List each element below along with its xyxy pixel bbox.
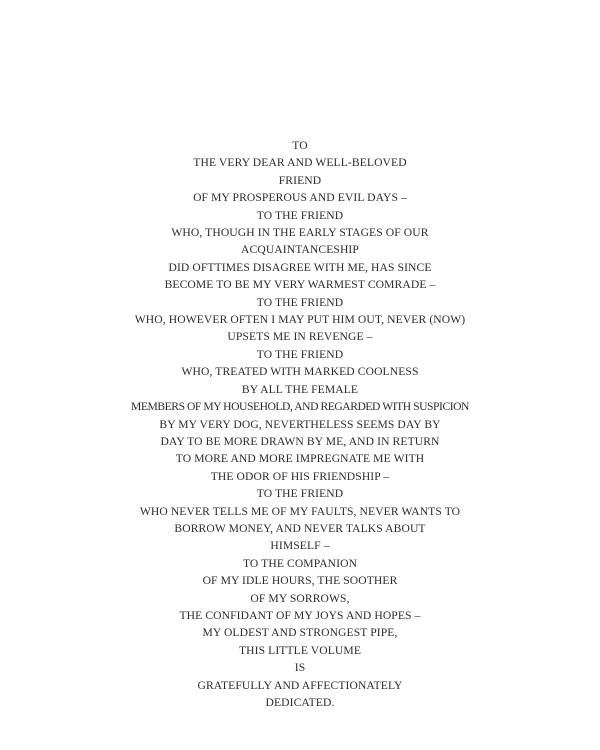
dedication-line: ACQUAINTANCESHIP <box>241 243 359 257</box>
dedication-line: TO <box>292 139 308 152</box>
dedication-line: OF MY SORROWS, <box>250 591 350 605</box>
dedication-line: BY ALL THE FEMALE <box>241 382 359 396</box>
dedication-line: DID OFTTIMES DISAGREE WITH ME, HAS SINCE <box>168 260 432 274</box>
dedication-line: BECOME TO BE MY VERY WARMEST COMRADE – <box>164 278 436 292</box>
dedication-line: MEMBERS OF MY HOUSEHOLD, AND REGARDED WITH SUSPICION <box>131 400 469 414</box>
dedication-line: TO THE FRIEND <box>256 487 344 501</box>
dedication-line: TO THE COMPANION <box>242 556 358 570</box>
dedication-line: TO THE FRIEND <box>256 208 344 222</box>
dedication-line: WHO, HOWEVER OFTEN I MAY PUT HIM OUT, NEVER (NOW) <box>134 313 466 327</box>
dedication-line: TO THE FRIEND <box>256 295 344 309</box>
dedication-line: FRIEND <box>278 173 322 187</box>
dedication-line: THIS LITTLE VOLUME <box>238 643 361 657</box>
dedication-line: WHO, TREATED WITH MARKED COOLNESS <box>181 365 419 379</box>
dedication-line: HIMSELF – <box>270 539 330 553</box>
dedication-line: GRATEFULLY AND AFFECTIONATELY <box>197 678 403 692</box>
dedication-line: WHO NEVER TELLS ME OF MY FAULTS, NEVER WANTS TO <box>139 504 461 518</box>
dedication-line: MY OLDEST AND STRONGEST PIPE, <box>202 626 398 640</box>
dedication-line: TO THE FRIEND <box>256 347 344 361</box>
dedication-line: THE VERY DEAR AND WELL-BELOVED <box>193 156 407 170</box>
dedication-line: OF MY IDLE HOURS, THE SOOTHER <box>202 574 398 588</box>
dedication-line: DAY TO BE MORE DRAWN BY ME, AND IN RETURN <box>160 434 440 448</box>
dedication-text <box>0 137 600 711</box>
dedication-line: UPSETS ME IN REVENGE – <box>227 330 373 344</box>
dedication-line: BORROW MONEY, AND NEVER TALKS ABOUT <box>174 521 426 535</box>
dedication-line: OF MY PROSPEROUS AND EVIL DAYS – <box>193 191 407 205</box>
dedication-line: IS <box>294 661 306 675</box>
dedication-line: DEDICATED. <box>265 696 335 709</box>
dedication-line: TO MORE AND MORE IMPREGNATE ME WITH <box>175 452 425 466</box>
dedication-line: WHO, THOUGH IN THE EARLY STAGES OF OUR <box>171 226 429 240</box>
dedication-line: BY MY VERY DOG, NEVERTHELESS SEEMS DAY BY <box>159 417 441 431</box>
dedication-line: THE CONFIDANT OF MY JOYS AND HOPES – <box>179 608 421 622</box>
dedication-line: THE ODOR OF HIS FRIENDSHIP – <box>210 469 390 483</box>
